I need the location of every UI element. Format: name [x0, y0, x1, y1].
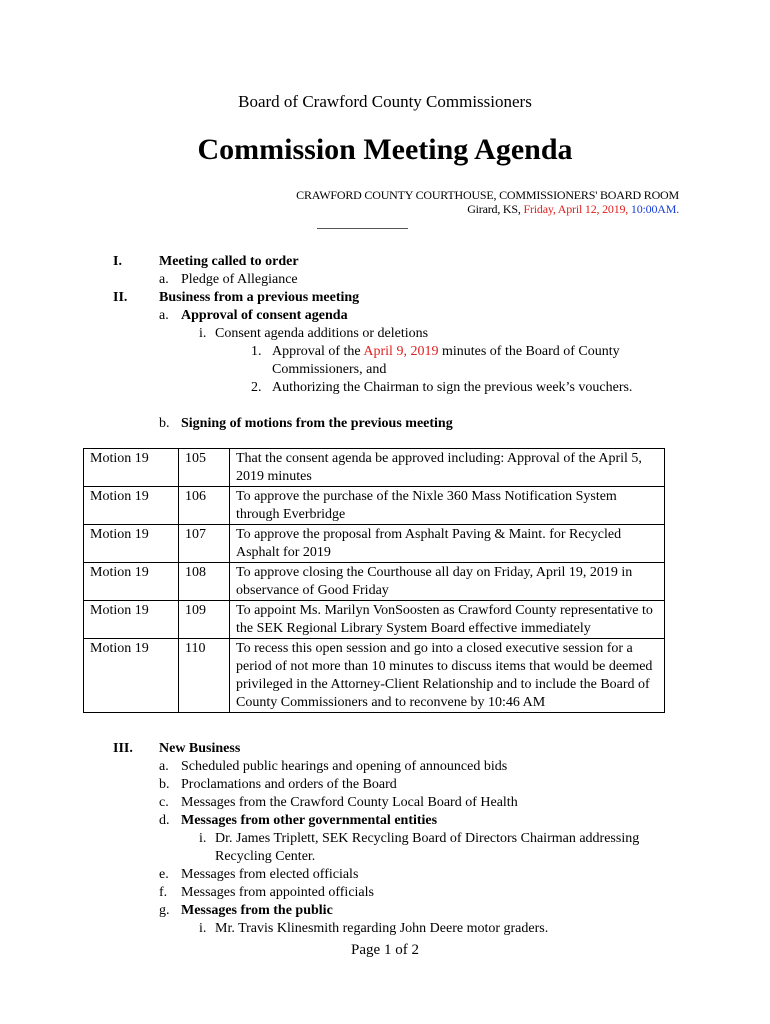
- agenda-item: Messages from elected officials: [181, 867, 359, 882]
- item-marker: b.: [159, 777, 170, 792]
- motion-label: Motion 19: [84, 525, 179, 563]
- motion-label: Motion 19: [84, 601, 179, 639]
- motion-text: To approve closing the Courthouse all day on Friday, April 19, 2019 in observance of Good Friday: [230, 563, 665, 601]
- motion-text: To appoint Ms. Marilyn VonSoosten as Crawford County representative to the SEK Regional Library System Board effective immediately: [230, 601, 665, 639]
- board-name: Board of Crawford County Commissioners: [238, 92, 532, 111]
- agenda-item: Approval of consent agenda: [181, 308, 348, 323]
- item-marker: i.: [199, 831, 207, 846]
- motion-number: 106: [179, 487, 230, 525]
- motion-label: Motion 19: [84, 449, 179, 487]
- motion-text: To recess this open session and go into a closed executive session for a period of not more than 10 minutes to discuss items that would be deemed privileged in the Attorney-Client Relationship and to include the Board of County Commissioners and to reconvene by 10:46 AM: [230, 639, 665, 713]
- item-marker: d.: [159, 813, 170, 828]
- item-text: minutes of the Board of County: [441, 344, 620, 359]
- motion-text: To approve the proposal from Asphalt Paving & Maint. for Recycled Asphalt for 2019: [230, 525, 665, 563]
- meeting-time: 10:00AM.: [630, 202, 679, 216]
- motion-number: 108: [179, 563, 230, 601]
- page-title: Commission Meeting Agenda: [197, 133, 573, 166]
- agenda-item: Mr. Travis Klinesmith regarding John Deere motor graders.: [215, 921, 549, 936]
- agenda-item: Consent agenda additions or deletions: [215, 326, 429, 341]
- page-number: Page 1 of 2: [351, 942, 419, 958]
- section-title: Business from a previous meeting: [159, 290, 360, 305]
- motion-label: Motion 19: [84, 487, 179, 525]
- item-marker: e.: [159, 867, 169, 882]
- item-marker: c.: [159, 795, 169, 810]
- motion-number: 110: [179, 639, 230, 713]
- agenda-item: Messages from other governmental entities: [181, 813, 438, 828]
- item-marker: 1.: [251, 344, 262, 359]
- meeting-date-time: [467, 202, 679, 217]
- item-marker: a.: [159, 308, 169, 323]
- item-marker: i.: [199, 326, 207, 341]
- item-marker: b.: [159, 416, 170, 431]
- item-date: April 9, 2019: [363, 344, 439, 359]
- item-marker: a.: [159, 759, 169, 774]
- motion-number: 105: [179, 449, 230, 487]
- agenda-item: Scheduled public hearings and opening of announced bids: [181, 759, 508, 774]
- motion-text: That the consent agenda be approved including: Approval of the April 5, 2019 minutes: [230, 449, 665, 487]
- section-number: II.: [113, 290, 128, 305]
- agenda-item-continued: Recycling Center.: [215, 849, 316, 864]
- item-marker: g.: [159, 903, 170, 918]
- section-title: New Business: [159, 741, 241, 756]
- agenda-item: Pledge of Allegiance: [181, 272, 298, 287]
- table-row: [84, 449, 665, 487]
- table-row: [84, 563, 665, 601]
- section-number: III.: [113, 741, 133, 756]
- table-row: [84, 525, 665, 563]
- item-marker: f.: [159, 885, 168, 900]
- motion-label: Motion 19: [84, 563, 179, 601]
- header-divider: [317, 228, 408, 229]
- motions-table: [83, 448, 665, 713]
- section-number: I.: [113, 254, 122, 269]
- agenda-item: Messages from the Crawford County Local Board of Health: [181, 795, 518, 810]
- agenda-item: Proclamations and orders of the Board: [181, 777, 397, 792]
- motion-number: 109: [179, 601, 230, 639]
- table-row: [84, 601, 665, 639]
- agenda-item: [272, 343, 620, 361]
- agenda-item: Messages from appointed officials: [181, 885, 374, 900]
- item-marker: a.: [159, 272, 169, 287]
- motion-label: Motion 19: [84, 639, 179, 713]
- motion-number: 107: [179, 525, 230, 563]
- motion-text: To approve the purchase of the Nixle 360 Mass Notification System through Everbridge: [230, 487, 665, 525]
- agenda-item-continued: Commissioners, and: [272, 362, 387, 377]
- section-title: Meeting called to order: [159, 254, 299, 269]
- item-marker: 2.: [251, 380, 262, 395]
- table-row: [84, 487, 665, 525]
- meeting-location: CRAWFORD COUNTY COURTHOUSE, COMMISSIONERS' BOARD ROOM: [296, 188, 679, 202]
- table-row: [84, 639, 665, 713]
- item-text: Approval of the: [272, 344, 361, 359]
- agenda-item: Messages from the public: [181, 903, 333, 918]
- meeting-date: Friday, April 12, 2019,: [523, 202, 629, 216]
- meeting-place: Girard, KS,: [467, 202, 521, 216]
- agenda-item: Dr. James Triplett, SEK Recycling Board of Directors Chairman addressing: [215, 831, 640, 846]
- item-marker: i.: [199, 921, 207, 936]
- agenda-item: Authorizing the Chairman to sign the previous week’s vouchers.: [272, 380, 633, 395]
- agenda-item: Signing of motions from the previous meeting: [181, 416, 453, 431]
